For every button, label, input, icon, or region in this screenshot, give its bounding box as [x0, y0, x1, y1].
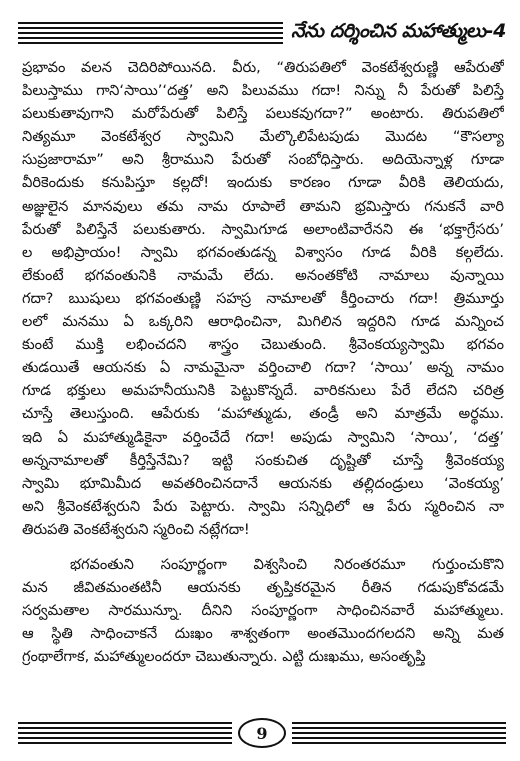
text-line: ప్రభావం వలన చెదిరిపోయినది. వీరు, “తిరుపతిలో వెంకటేశ్వరుణ్ణి ఆపేరుతో — [22, 59, 504, 76]
text-line: స్వామి భూమిమీద అవతరించినదానే ఆయనకు తల్లిదండ్రులు ‘వెంకయ్య’ — [22, 474, 504, 492]
text-line: చూస్తే తెలుస్తుంది. ఆపేరుకు ‘మహాత్ముడు, తండ్రీ అని మాత్రమే అర్థము. — [22, 405, 504, 423]
text-line: తిరుపతి వెంకటేశ్వరుని స్మరించి నట్లేగదా! — [22, 520, 250, 538]
text-line: ఆ స్థితి సాధించాకనే దుఃఖం శాశ్వతంగా అంతమొందగలదని అన్ని మత — [22, 625, 504, 643]
text-line: పేరుతో పిలిస్తేనే పలుకుతారు. స్వామిగూడ అలాంటివారేనని ఈ ‘భక్తాగ్రేసరు’ — [22, 220, 504, 238]
text-line: లలో మనము ఏ ఒక్కరిని ఆరాధించినా, మిగిలిన ఇద్దరిని గూడ మన్నించ — [22, 313, 504, 331]
page-footer — [18, 720, 506, 748]
text-line: ఇది ఏ మహాత్ముడికైనా వర్తించేదే గదా! అపుడు స్వామిని ‘సాయి’, ‘దత్త’ — [22, 428, 504, 446]
text-line: వీరికెందుకు కనుపిస్తూ కల్లదో! ఇందుకు కారణం గూడా వీరికి తెలియదు, — [22, 174, 504, 192]
text-line: తుడయితే ఆయనకు ఏ నామమైనా వర్తించాలి గదా? ‘సాయి’ అన్న నామం — [22, 359, 504, 377]
text-line: గదా? ఋషులు భగవంతుణ్ణి సహస్ర నామాలతో కీర్తించారు గదా! త్రిమూర్తు — [22, 289, 504, 307]
running-title: నేను దర్శించిన మహాత్ములు-4 — [283, 14, 506, 48]
text-line: పలుకుతావుగాని మరోపేరుతో పిలిస్తే పలుకవుగదా?” అంటారు. తిరుపతిలో — [22, 105, 504, 123]
text-line: కుంటే ముక్తి లభించదని శాస్త్రం చెబుతుంది. శ్రీవెంకయ్యస్వామి భగవం — [22, 336, 504, 354]
text-line: అన్ననామాలతో కీర్తిస్తేనేమి? ఇట్టి సంకుచిత దృష్టితో చూస్తే శ్రీవెంకయ్య — [22, 451, 504, 469]
text-line: అని శ్రీవెంకటేశ్వరుని పేరు పెట్టారు. స్వామి సన్నిధిలో ఆ పేరు స్మరించిన నా — [22, 497, 504, 515]
text-line: సర్వమతాల సారమున్నూ. దీనిని సంపూర్ణంగా సాధించినవారే మహాత్ములు. — [22, 602, 504, 620]
text-line: గూడ భక్తులు అమహనీయునికి పెట్టుకొన్నదే. వారికనులు పేరే లేదని చరిత్ర — [22, 382, 504, 400]
page-header — [18, 14, 506, 48]
body-text — [22, 56, 504, 668]
text-line: భగవంతుని సంపూర్ణంగా విశ్వసించి నిరంతరమూ గుర్తుంచుకొని — [70, 555, 504, 573]
paragraph-1 — [22, 56, 504, 541]
text-line: సుప్రజారామా” అని శ్రీరాముని పేరుతో సంబోధిస్తారు. అదియెన్నాళ్ల గూడా — [22, 151, 504, 169]
text-line: అజ్ఞులైన మానవులు తమ నామ రూపాలే తామని భ్రమిస్తారు గనుకనే వారి — [22, 197, 504, 215]
text-line: నిత్యమూ వెంకటేశ్వర స్వామిని మేల్కొలిపేటపుడు మొదట “కౌసల్యా — [22, 128, 504, 146]
text-line: మన జీవితమంతటినీ ఆయనకు తృప్తికరమైన రీతిన గడుపుకోవడమే — [22, 579, 504, 597]
text-line: పిలుస్తాము గాని‘సాయి’‘దత్త’ అని పిలువము గదా! నిన్ను నీ పేరుతో పిలిస్తే — [22, 82, 504, 100]
text-line: లేకుంటే భగవంతునికి నామమే లేదు. అనంతకోటి నామాలు వున్నాయి — [22, 266, 504, 284]
page-number: 9 — [238, 718, 286, 748]
text-line: గ్రంథాలేగాక, మహాత్ములందరూ చెబుతున్నారు. ఎట్టి దుఃఖము, అసంతృప్తి — [22, 648, 426, 666]
paragraph-2 — [22, 553, 504, 668]
text-line: ల అభిప్రాయం! స్వామి భగవంతుడన్న విశ్వాసం గూడ వీరికి కల్గలేదు. — [22, 243, 504, 261]
